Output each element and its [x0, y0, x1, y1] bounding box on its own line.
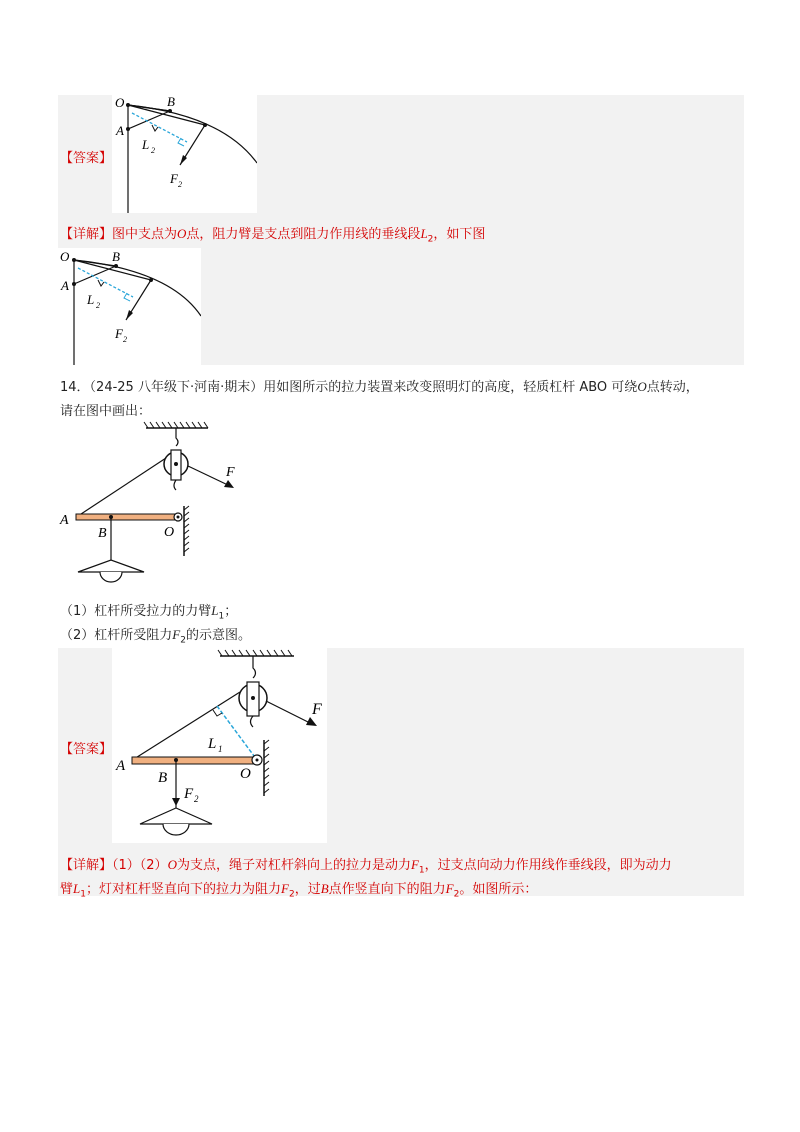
- fig1-label-a: A: [116, 123, 124, 138]
- detail-figure-1: [58, 248, 201, 365]
- fig1-label-f: F: [170, 171, 178, 186]
- afig-label-o: O: [240, 766, 251, 782]
- detail-text-2-line-2: 臂$L_1$；灯对杠杆竖直向下的拉力为阻力$F_2$，过B点作竖直向下的阻力$F_2$。如图所示：: [60, 881, 538, 900]
- fig1-label-l: L: [142, 137, 150, 152]
- fig2-label-a: A: [61, 278, 69, 293]
- fig2-label-o: O: [60, 249, 70, 264]
- qfig-label-a: A: [60, 513, 69, 528]
- fig1-label-o: O: [115, 95, 125, 110]
- afig-label-f: F: [312, 701, 322, 718]
- qfig-label-o: O: [164, 525, 175, 540]
- afig-label-f2-sub: 2: [194, 794, 199, 804]
- fig2-label-b: B: [112, 249, 120, 264]
- afig-label-b: B: [158, 770, 168, 786]
- question-sub-2: （2）杠杆所受阻力$F_2$的示意图。: [60, 627, 251, 646]
- answer-figure-1: [112, 95, 257, 213]
- fig2-label-l: L: [87, 292, 95, 307]
- question-14-line-2: 请在图中画出：: [60, 404, 152, 419]
- answer-label-2: 【答案】: [60, 742, 113, 757]
- detail-text-1: 【详解】图中支点为O点，阻力臂是支点到阻力作用线的垂线段$L_2$，如下图: [60, 226, 486, 245]
- afig-label-l: L: [208, 736, 217, 752]
- answer-figure-2: [112, 648, 327, 843]
- fig1-label-b: B: [167, 95, 175, 109]
- afig-label-a: A: [116, 758, 126, 774]
- fig2-label-l-sub: 2: [96, 301, 100, 310]
- fig2-label-f-sub: 2: [123, 335, 127, 344]
- afig-label-l-sub: 1: [218, 744, 223, 754]
- afig-label-f2: F: [184, 786, 194, 802]
- question-figure: [58, 420, 258, 590]
- detail-text-2-line-1: 【详解】（1）（2）O为支点，绳子对杠杆斜向上的拉力是动力$F_1$，过支点向动力作用线作垂线段，即为动力: [60, 857, 672, 876]
- qfig-label-f: F: [226, 465, 235, 480]
- fig1-label-f-sub: 2: [178, 180, 182, 189]
- answer-label-1: 【答案】: [60, 151, 113, 166]
- question-14-line-1: 14．（24-25 八年级下·河南·期末）用如图所示的拉力装置来改变照明灯的高度，轻质杠杆 ABO 可绕O点转动，: [60, 379, 699, 395]
- fig2-label-f: F: [115, 326, 123, 341]
- fig1-label-l-sub: 2: [151, 146, 155, 155]
- qfig-label-b: B: [98, 526, 107, 541]
- question-sub-1: （1）杠杆所受拉力的力臂$L_1$；: [60, 603, 238, 622]
